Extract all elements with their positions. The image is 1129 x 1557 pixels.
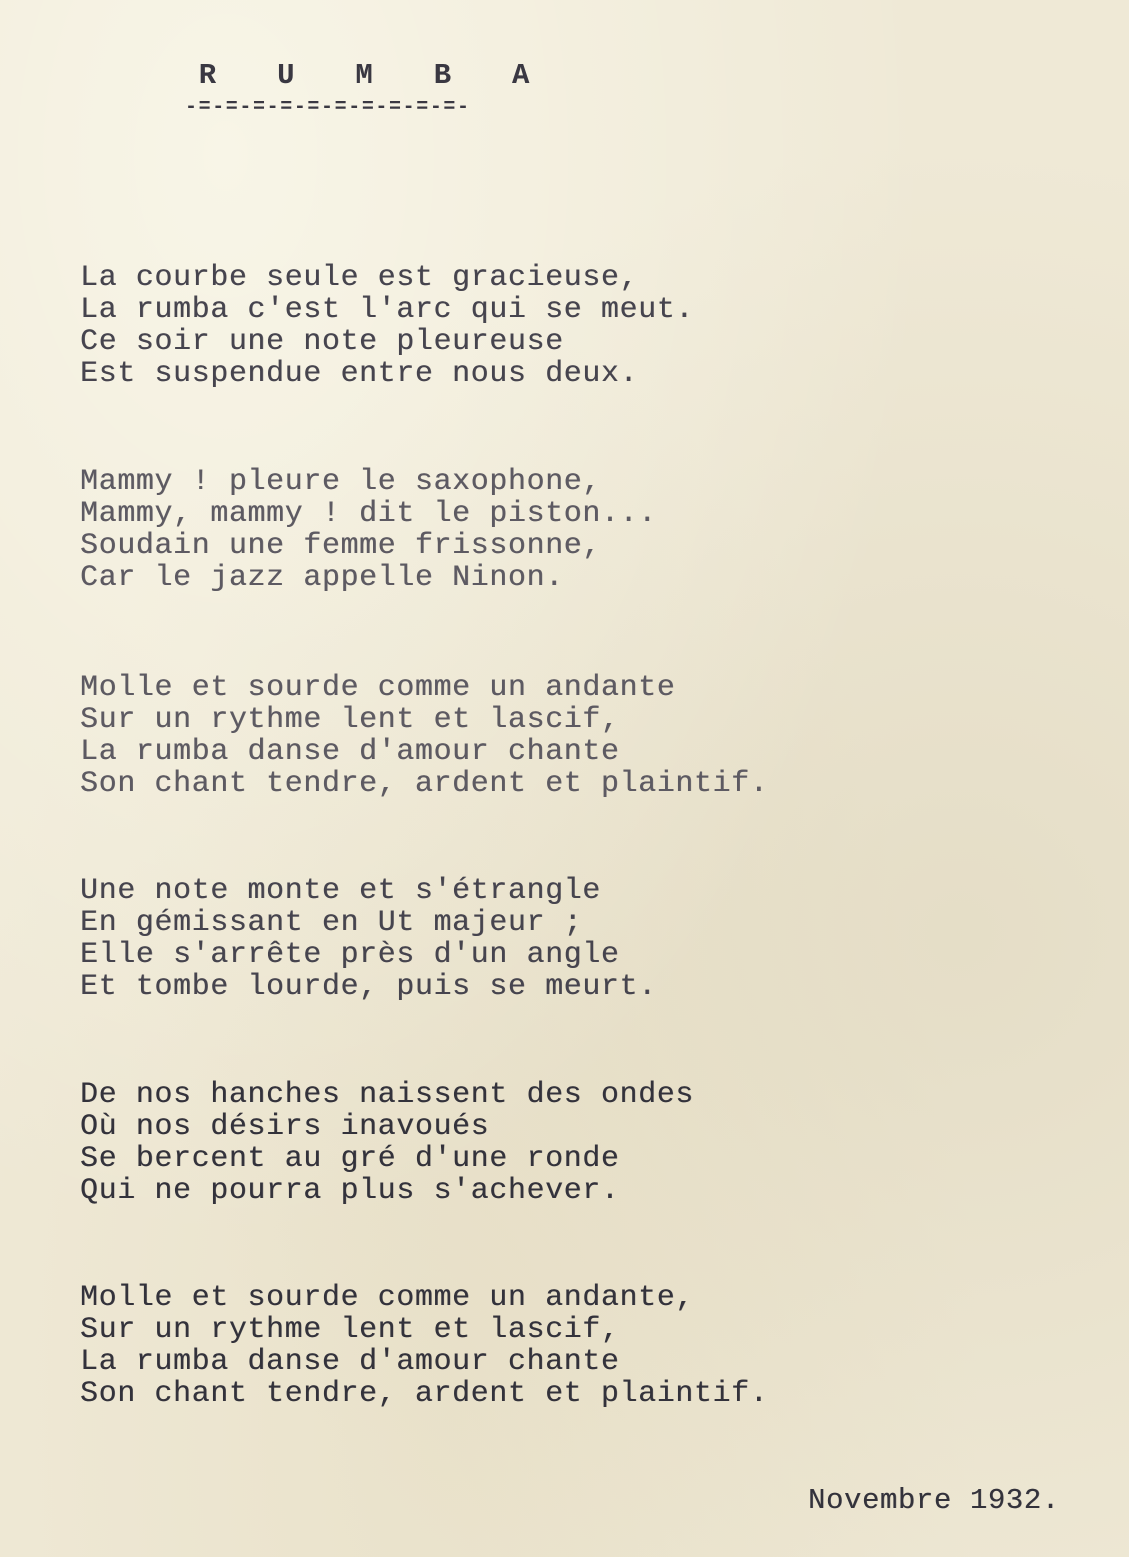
stanza-1 [80, 262, 694, 390]
stanza-4 [80, 875, 657, 1003]
poem-line: Qui ne pourra plus s'achever. [80, 1174, 620, 1208]
stanza-2 [80, 466, 657, 594]
poem-line: Ce soir une note pleureuse [80, 325, 564, 359]
poem-line: Est suspendue entre nous deux. [80, 357, 639, 391]
poem-line: Elle s'arrête près d'un angle [80, 938, 620, 972]
poem-line: Molle et sourde comme un andante [80, 671, 676, 705]
title-underline: -=-=-=-=-=-=-=-=-=-=- [185, 97, 471, 119]
poem-date: Novembre 1932. [808, 1484, 1060, 1517]
stanza-6 [80, 1282, 768, 1410]
poem-line: La courbe seule est gracieuse, [80, 261, 639, 295]
poem-line: Se bercent au gré d'une ronde [80, 1142, 620, 1176]
stanza-5 [80, 1079, 694, 1207]
poem-line: Son chant tendre, ardent et plaintif. [80, 1377, 769, 1411]
poem-line: La rumba danse d'amour chante [80, 1345, 620, 1379]
poem-line: Mammy, mammy ! dit le piston... [80, 497, 657, 531]
poem-line: Sur un rythme lent et lascif, [80, 1313, 620, 1347]
poem-title: R U M B A [198, 59, 552, 92]
poem-line: Soudain une femme frissonne, [80, 529, 601, 563]
poem-line: De nos hanches naissent des ondes [80, 1078, 694, 1112]
poem-line: Où nos désirs inavoués [80, 1110, 490, 1144]
poem-line: Son chant tendre, ardent et plaintif. [80, 767, 769, 801]
poem-line: En gémissant en Ut majeur ; [80, 906, 583, 940]
poem-line: La rumba c'est l'arc qui se meut. [80, 293, 694, 327]
poem-line: Sur un rythme lent et lascif, [80, 703, 620, 737]
poem-line: Et tombe lourde, puis se meurt. [80, 970, 657, 1004]
poem-line: Molle et sourde comme un andante, [80, 1281, 694, 1315]
poem-line: Une note monte et s'étrangle [80, 874, 601, 908]
poem-line: Mammy ! pleure le saxophone, [80, 465, 601, 499]
stanza-3 [80, 672, 768, 800]
poem-line: La rumba danse d'amour chante [80, 735, 620, 769]
poem-line: Car le jazz appelle Ninon. [80, 561, 564, 595]
